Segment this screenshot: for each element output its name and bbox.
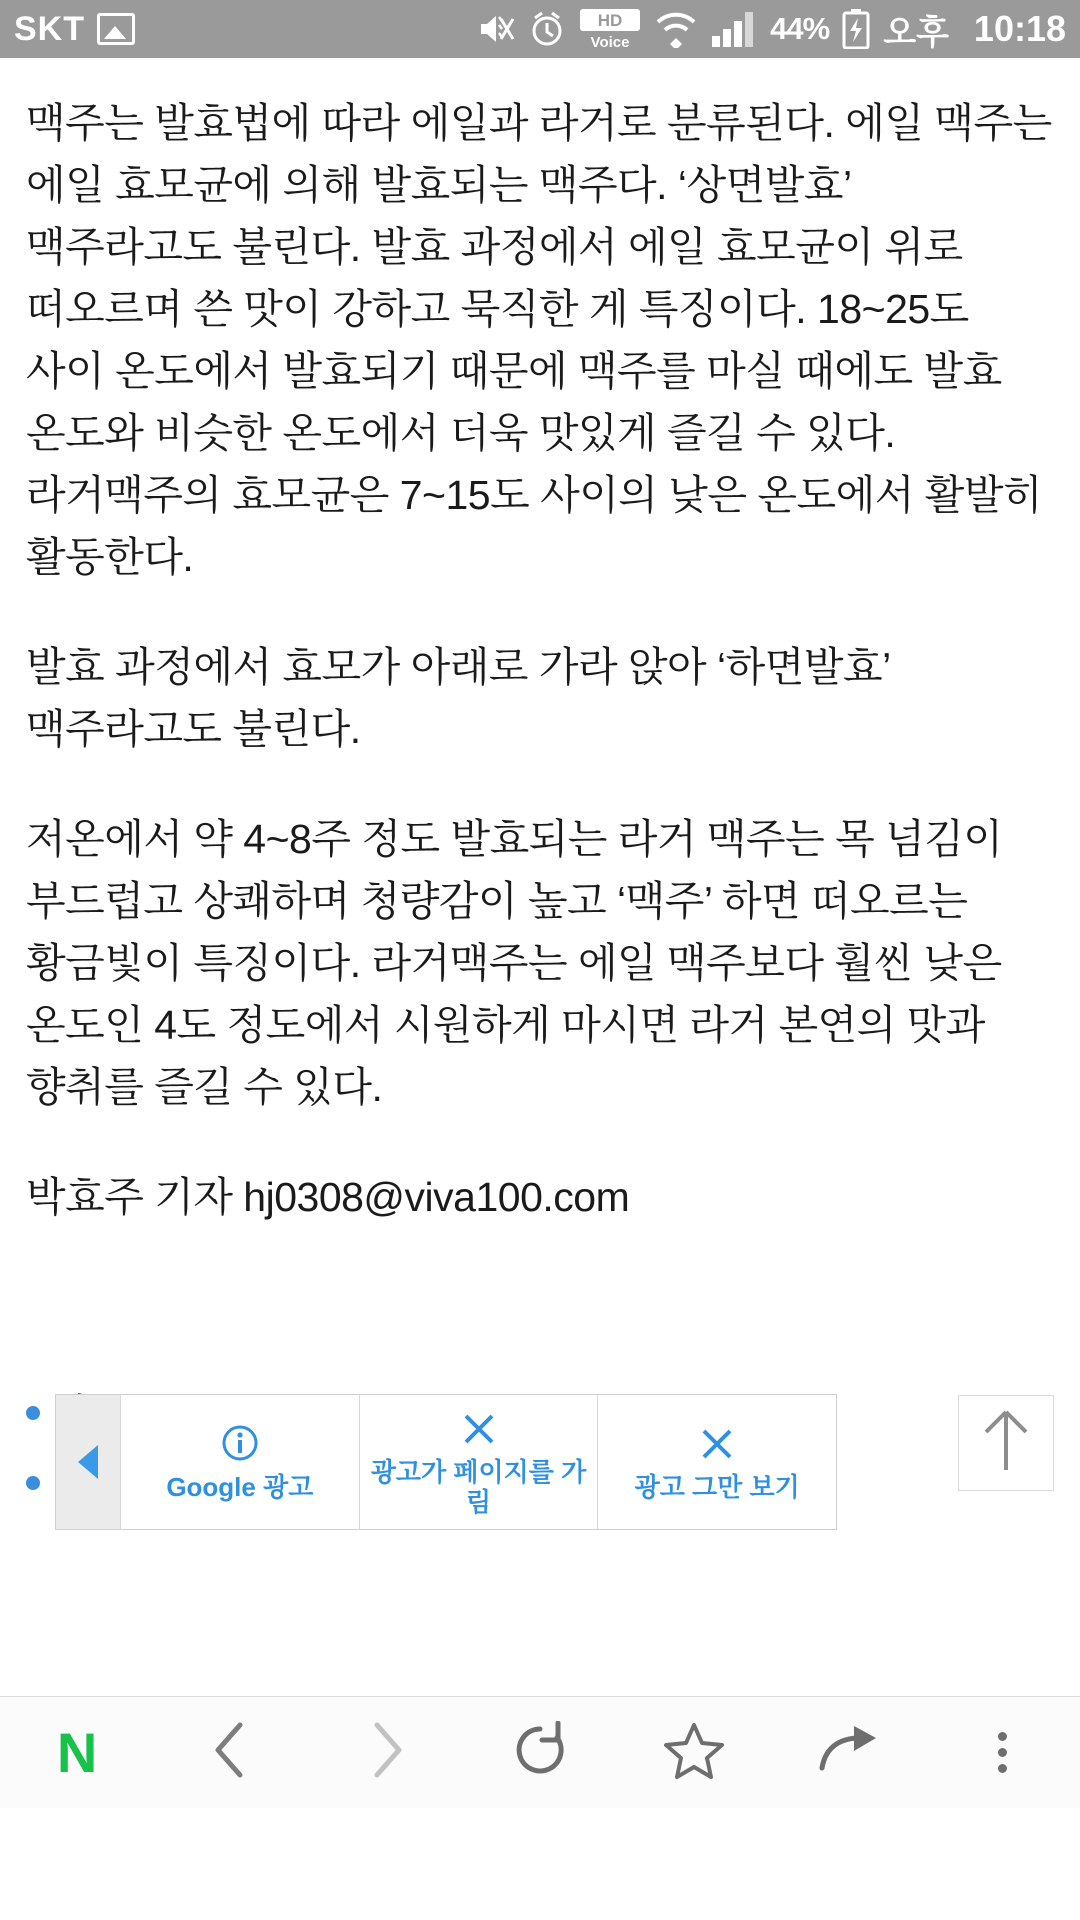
- naver-home-button[interactable]: [0, 1697, 154, 1808]
- status-bar-right: [475, 5, 1066, 54]
- article-paragraph: 저온에서 약 4~8주 정도 발효되는 라거 맥주는 목 넘김이 부드럽고 상쾌하며 청량감이 높고 ‘맥주’ 하면 떠오르는 황금빛이 특징이다. 라거맥주는 에일 맥주보다 훨씬 낮은 온도인 4도 정도에서 시원하게 마시면 라거 본연의 맛과 향취를 즐길 수 있다.: [26, 816, 1003, 1110]
- alarm-icon: [528, 10, 566, 48]
- battery-percent-label: 44%: [770, 11, 830, 46]
- share-icon: [818, 1724, 880, 1781]
- close-icon: [696, 1423, 738, 1468]
- ad-stop-seeing-button[interactable]: [598, 1395, 836, 1529]
- hd-voice-icon: [579, 8, 641, 50]
- naver-logo-icon: N: [56, 1721, 98, 1784]
- wifi-icon: [654, 10, 698, 48]
- carrier-label: SKT: [14, 9, 85, 48]
- status-bar-left: [14, 10, 135, 49]
- ad-covers-page-button[interactable]: [360, 1395, 599, 1529]
- signal-icon: [711, 10, 757, 48]
- ad-feedback-overlay: [55, 1394, 837, 1530]
- clock-label: 10:18: [973, 8, 1066, 49]
- star-icon: [664, 1721, 724, 1784]
- status-bar: [0, 0, 1080, 58]
- article-content: [0, 58, 1080, 1808]
- back-button[interactable]: [154, 1697, 308, 1808]
- ad-info-button[interactable]: [121, 1395, 360, 1529]
- arrow-up-icon: [974, 1406, 1038, 1481]
- article-paragraph: 맥주는 발효법에 따라 에일과 라거로 분류된다. 에일 맥주는 에일 효모균에 의해 발효되는 맥주다. ‘상면발효’ 맥주라고도 불린다. 발효 과정에서 에일 효모균이 위로 떠오르며 쓴 맛이 강하고 묵직한 게 특징이다. 18~25도 사이 온도에서 발효되기 때문에 맥주를 마실 때에도 발효 온도와 비슷한 온도에서 더욱 맛있게 즐길 수 있다. 라거맥주의 효모균은 7~15도 사이의 낮은 온도에서 활발히 활동한다.: [26, 100, 1052, 580]
- article-paragraph: 발효 과정에서 효모가 아래로 가라 앉아 ‘하면발효’ 맥주라고도 불린다.: [26, 644, 890, 752]
- share-button[interactable]: [771, 1697, 925, 1808]
- image-icon: [97, 13, 135, 45]
- more-button[interactable]: [926, 1697, 1080, 1808]
- ad-stop-seeing-label: 광고 그만 보기: [634, 1471, 800, 1502]
- chevron-right-icon: [363, 1719, 409, 1786]
- ad-label-suffix: 광고: [255, 1471, 314, 1502]
- browser-bottom-bar: [0, 1696, 1080, 1808]
- info-icon: [220, 1423, 260, 1468]
- svg-text:HD: HD: [597, 11, 623, 30]
- vibrate-mute-icon: [475, 11, 515, 47]
- ampm-label: 오후: [883, 13, 949, 52]
- forward-button[interactable]: [309, 1697, 463, 1808]
- scroll-to-top-button[interactable]: [958, 1395, 1054, 1491]
- google-label: Google: [166, 1471, 256, 1502]
- article-byline: 박효주 기자 hj0308@viva100.com: [26, 1174, 630, 1220]
- refresh-icon: [511, 1721, 569, 1784]
- ad-info-label: [166, 1472, 313, 1502]
- bullet-icon: [26, 1406, 40, 1420]
- chevron-left-icon: [78, 1445, 98, 1479]
- more-vertical-icon: [998, 1732, 1007, 1773]
- bookmark-button[interactable]: [617, 1697, 771, 1808]
- battery-charging-icon: [842, 9, 870, 49]
- svg-text:Voice: Voice: [590, 34, 630, 50]
- chevron-left-icon: [208, 1719, 254, 1786]
- reload-button[interactable]: [463, 1697, 617, 1808]
- ad-back-button[interactable]: [56, 1395, 121, 1529]
- bullet-icon: [26, 1476, 40, 1490]
- ad-covers-page-label: 광고가 페이지를 가림: [370, 1456, 587, 1517]
- close-icon: [458, 1408, 500, 1453]
